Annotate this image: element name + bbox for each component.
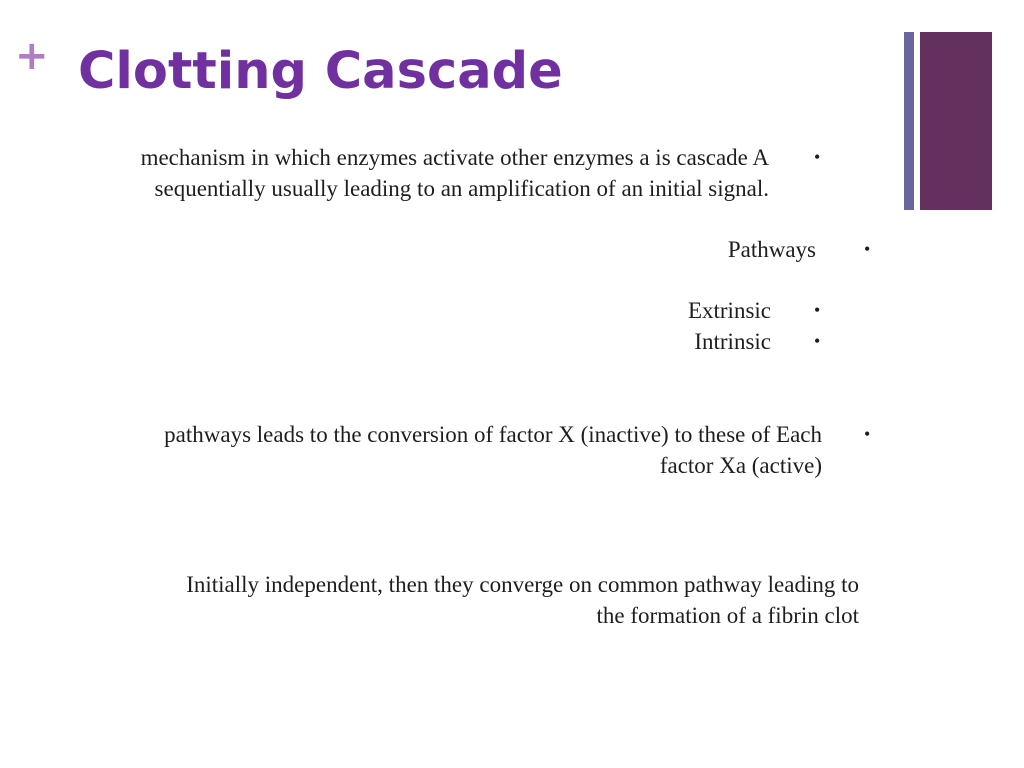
note-text xyxy=(186,569,859,631)
bullet-2-dot: • xyxy=(864,239,871,259)
bullet-2-text xyxy=(728,234,816,265)
plus-icon: + xyxy=(15,33,49,79)
bullet-5-dot: • xyxy=(864,424,871,444)
note-line-2: the formation of a fibrin clot xyxy=(596,603,859,628)
bullet-4-line-1: Intrinsic xyxy=(694,329,771,354)
accent-bar-wide xyxy=(920,32,992,210)
bullet-4-dot: • xyxy=(814,331,821,351)
bullet-3-line-1: Extrinsic xyxy=(687,298,771,323)
bullet-3-text xyxy=(688,295,771,326)
bullet-5-line-2: factor Xa (active) xyxy=(659,453,822,478)
bullet-5-line-1: pathways leads to the conversion of factor X (inactive) to these of Each xyxy=(164,422,822,447)
bullet-1-line-2: sequentially usually leading to an amplification of an initial signal. xyxy=(154,176,769,201)
note-line-1: Initially independent, then they converge on common pathway leading to xyxy=(186,572,859,597)
bullet-1-text xyxy=(141,142,769,204)
bullet-4-text xyxy=(694,326,771,357)
accent-bar-thin xyxy=(904,32,914,210)
bullet-2-line-1: Pathways xyxy=(727,237,816,262)
slide-title: Clotting Cascade xyxy=(78,42,563,101)
bullet-1-dot: • xyxy=(814,147,821,167)
bullet-3-dot: • xyxy=(814,300,821,320)
bullet-1-line-1: mechanism in which enzymes activate other enzymes a is cascade A xyxy=(140,145,769,170)
bullet-5-text xyxy=(164,419,822,481)
